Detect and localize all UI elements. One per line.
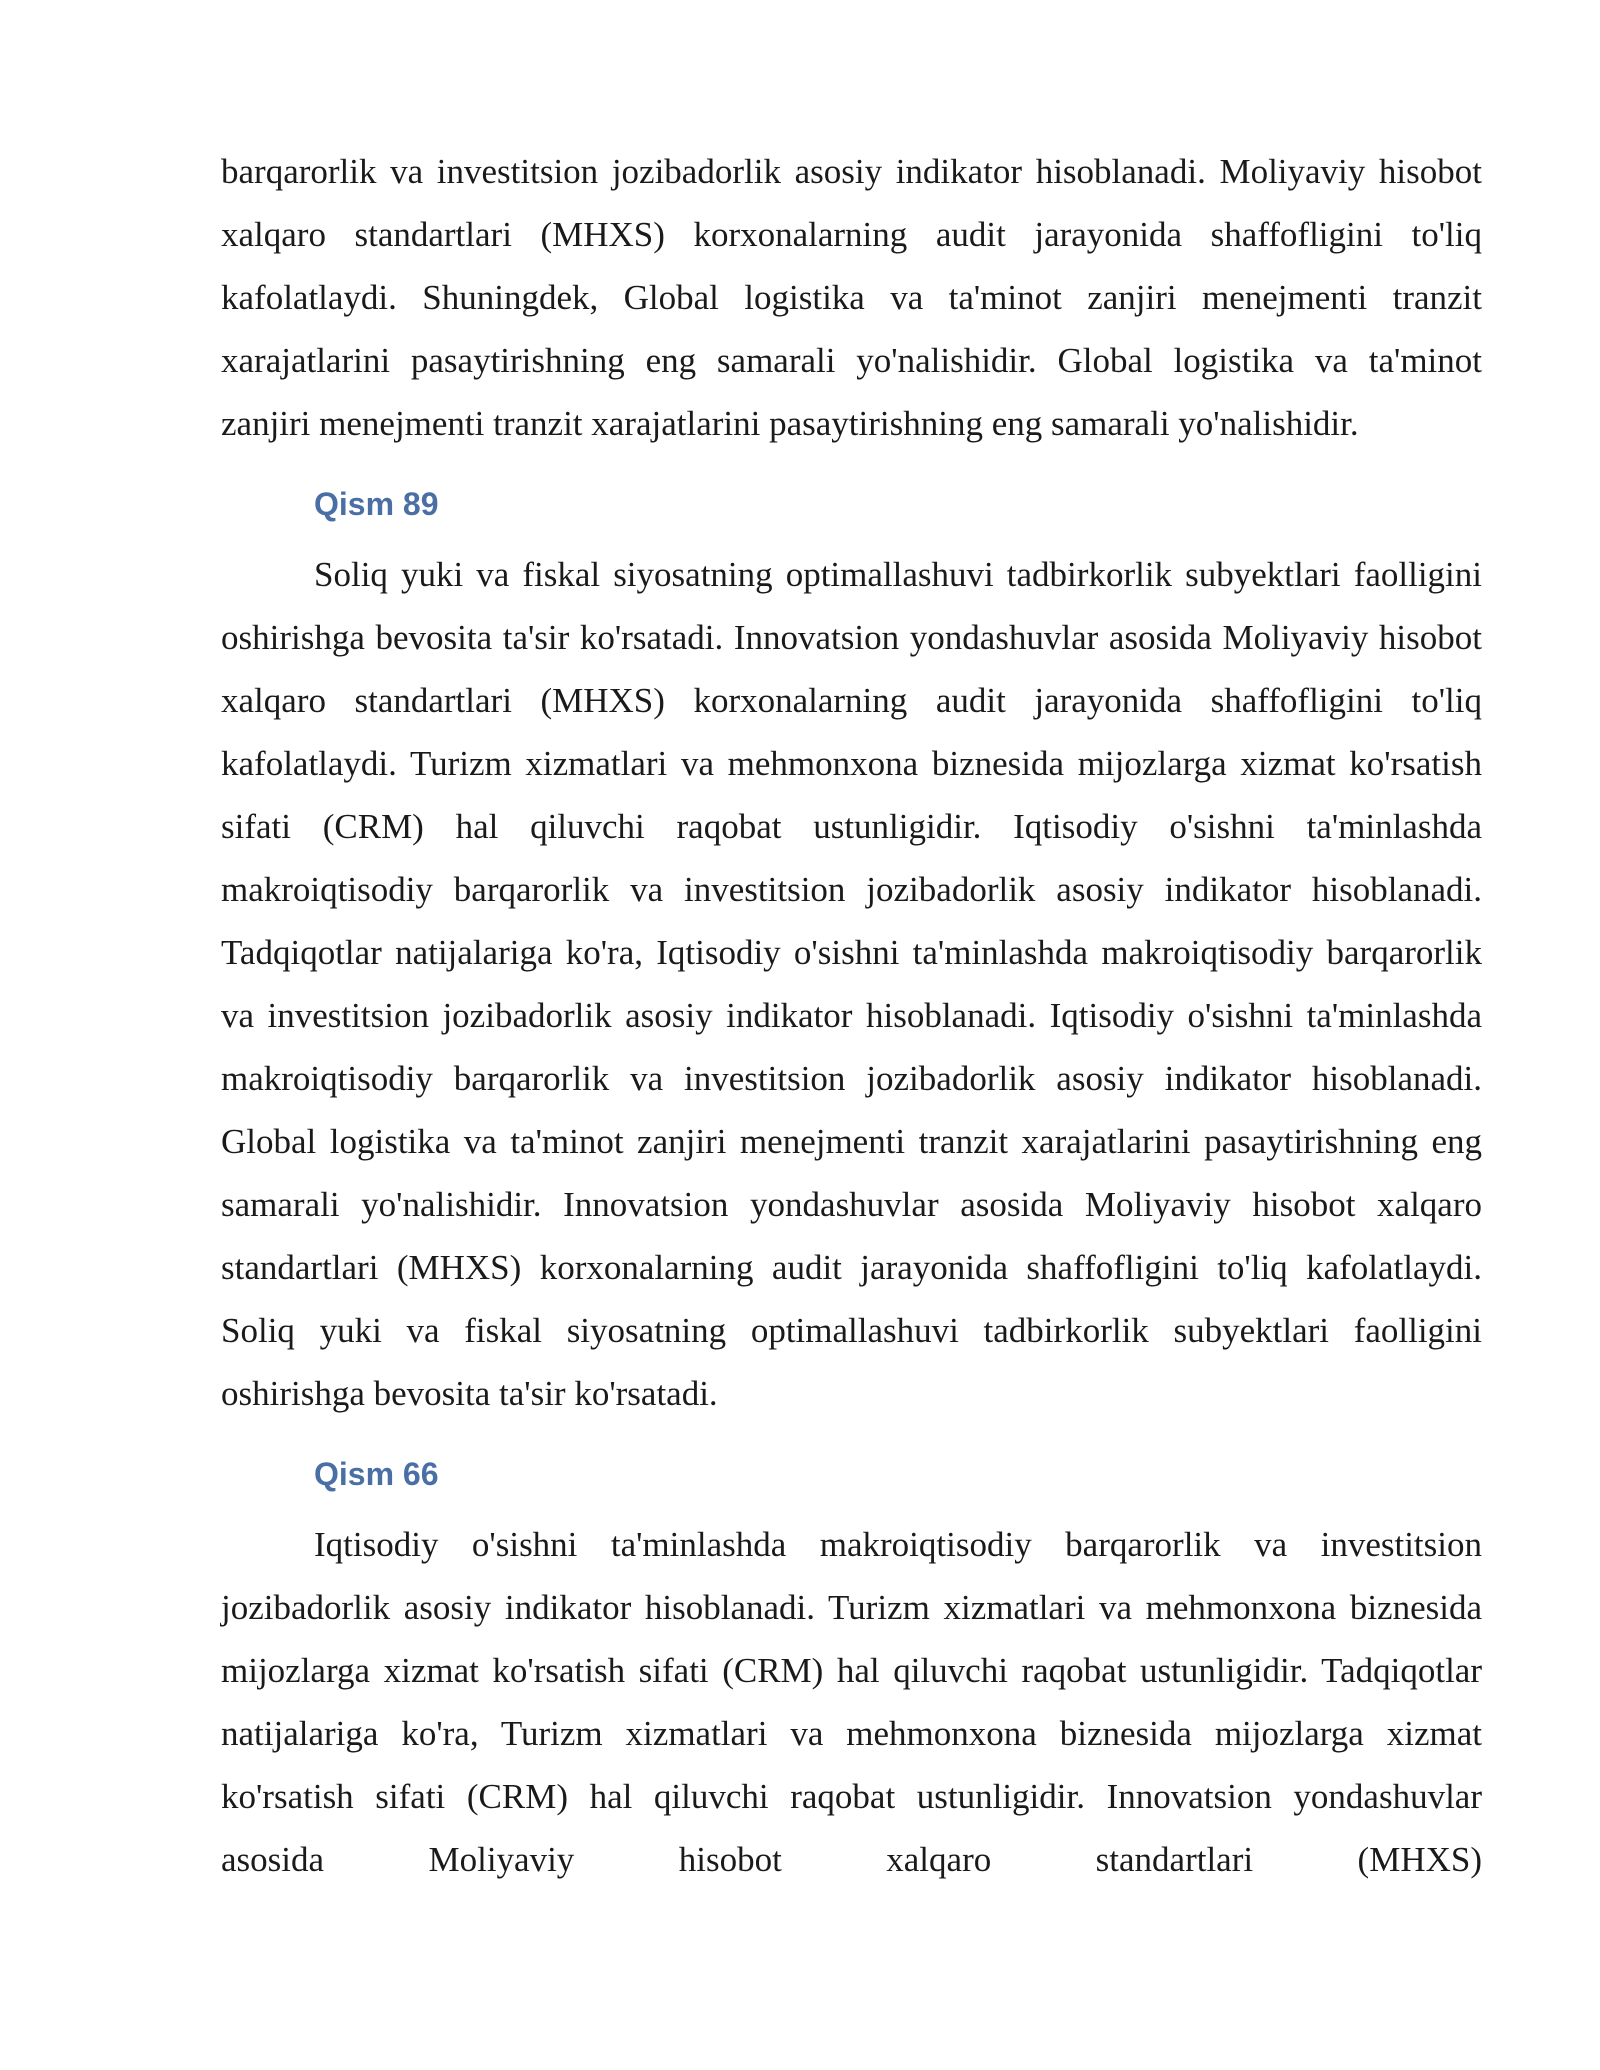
section-heading-qism-89: Qism 89 bbox=[314, 486, 439, 522]
paragraph-qism-66: Iqtisodiy o'sishni ta'minlashda makroiqtisodiy barqarorlik va investitsion jozibadorlik asosiy indikator hisoblanadi. Turizm xizmatlari va mehmonxona biznesida mijozlarga xizmat ko'rsatish sifati (CRM) hal qiluvchi raqobat ustunligidir. Tadqiqotlar natijalariga ko'ra, Turizm xizmatlari va mehmonxona biznesida mijozlarga xizmat ko'rsatish sifati (CRM) hal qiluvchi raqobat ustunligidir. Innovatsion yondashuvlar asosida Moliyaviy hisobot xalqaro standartlari (MHXS) bbox=[221, 1525, 1482, 1879]
paragraph-qism-89: Soliq yuki va fiskal siyosatning optimallashuvi tadbirkorlik subyektlari faolligini oshirishga bevosita ta'sir ko'rsatadi. Innovatsion yondashuvlar asosida Moliyaviy hisobot xalqaro standartlari (MHXS) korxonalarning audit jarayonida shaffofligini to'liq kafolatlaydi. Turizm xizmatlari va mehmonxona biznesida mijozlarga xizmat ko'rsatish sifati (CRM) hal qiluvchi raqobat ustunligidir. Iqtisodiy o'sishni ta'minlashda makroiqtisodiy barqarorlik va investitsion jozibadorlik asosiy indikator hisoblanadi. Tadqiqotlar natijalariga ko'ra, Iqtisodiy o'sishni ta'minlashda makroiqtisodiy barqarorlik va investitsion jozibadorlik asosiy indikator hisoblanadi. Iqtisodiy o'sishni ta'minlashda makroiqtisodiy barqarorlik va investitsion jozibadorlik asosiy indikator hisoblanadi. Global logistika va ta'minot zanjiri menejmenti tranzit xarajatlarini pasaytirishning eng samarali yo'nalishidir. Innovatsion yondashuvlar asosida Moliyaviy hisobot xalqaro standartlari (MHXS) korxonalarning audit jarayonida shaffofligini to'liq kafolatlaydi. Soliq yuki va fiskal siyosatning optimallashuvi tadbirkorlik subyektlari faolligini oshirishga bevosita ta'sir ko'rsatadi. bbox=[221, 555, 1482, 1413]
section-heading-qism-66: Qism 66 bbox=[314, 1456, 439, 1492]
paragraph-continued: barqarorlik va investitsion jozibadorlik asosiy indikator hisoblanadi. Moliyaviy hisobot xalqaro standartlari (MHXS) korxonalarning audit jarayonida shaffofligini to'liq kafolatlaydi. Shuningdek, Global logistika va ta'minot zanjiri menejmenti tranzit xarajatlarini pasaytirishning eng samarali yo'nalishidir. Global logistika va ta'minot zanjiri menejmenti tranzit xarajatlarini pasaytirishning eng samarali yo'nalishidir. bbox=[221, 152, 1482, 443]
document-body bbox=[221, 140, 1482, 1891]
